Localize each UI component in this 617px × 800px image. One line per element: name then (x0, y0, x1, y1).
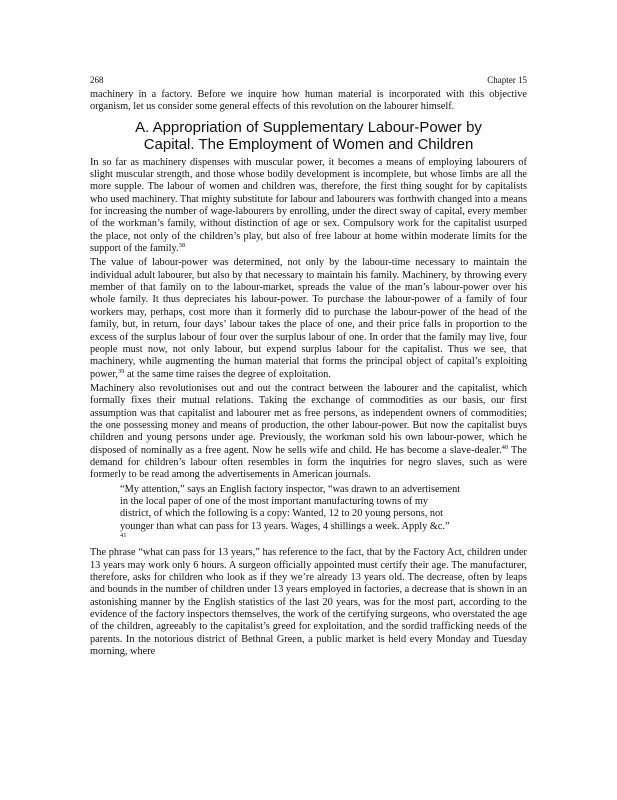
section-title-line-1: A. Appropriation of Supplementary Labour-Power by (135, 118, 482, 136)
chapter-label: Chapter 15 (487, 75, 527, 85)
paragraph-2-text-b: at the same time raises the degree of exploitation. (124, 368, 331, 380)
paragraph-1 (90, 157, 527, 256)
footnote-ref-39[interactable]: 39 (117, 367, 125, 375)
intro-paragraph: machinery in a factory. Before we inquire how human material is incorporated with this objective organism, let us consider some general effects of this revolution on the labourer himself. (90, 89, 527, 113)
footnote-ref-40[interactable]: 40 (501, 443, 509, 451)
section-title-line-2: Capital. The Employment of Women and Children (143, 135, 474, 153)
block-quote (120, 484, 527, 546)
quote-line-4 (120, 521, 527, 546)
paragraph-1-text: In so far as machinery dispenses with muscular power, it becomes a means of employing labourers of slight muscular strength, and those whose bodily development is incomplete, but whose limbs are all the more supple. The labour of women and children was, therefore, the first thing sought for by capitalists who used machinery. That mighty substitute for labour and labourers was forthwith changed into a means for increasing the number of wage-labourers by enrolling, under the direct sway of capital, every member of the workman’s family, without distinction of age or sex. Compulsory work for the capitalist usurped the place, not only of the children’s play, but also of free labour at home within moderate limits for the support of the family. (90, 156, 527, 255)
paragraph-4: The phrase “what can pass for 13 years,” has reference to the fact, that by the Factory Act, children under 13 years may work only 6 hours. A surgeon officially appointed must certify their age. The manufacturer, therefore, asks for children who look as if they we’re already 13 years old. The decrease, often by leaps and bounds in the number of children under 13 years employed in factories, a decrease that is shown in an astonishing manner by the English statistics of the last 20 years, was for the most part, according to the evidence of the factory inspectors themselves, the work of the certifying surgeons, who overstated the age of the children, agreeably to the capitalist’s greed for exploitation, and the sordid trafficking needs of the parents. In the notorious district of Bethnal Green, a public market is held every Monday and Tuesday morning, where (90, 547, 527, 658)
paragraph-3-text-a: Machinery also revolutionises out and out the contract between the labourer and the capitalist, which formally fixes their mutual relations. Taking the exchange of commodities as our basis, our first assumption was that capitalist and labourer met as free persons, as independent owners of commodities; the one possessing money and means of production, the other labour-power. But now the capitalist buys children and young persons under age. Previously, the workman sold his own labour-power, which he disposed of nominally as a free agent. Now he sells wife and child. He has become a slave-dealer. (90, 382, 527, 456)
quote-line-4-text: younger than what can pass for 13 years. Wages, 4 shillings a week. Apply &c.” (120, 520, 450, 532)
footnote-ref-38[interactable]: 38 (178, 242, 186, 250)
section-title (90, 119, 527, 153)
paragraph-3 (90, 383, 527, 482)
paragraph-3-text-b: The demand for children’s labour often resembles in form the inquiries for negro slaves, such as were formerly to be read among the advertisements in American journals. (90, 444, 527, 481)
running-head (90, 75, 527, 86)
quote-line-2: in the local paper of one of the most important manufacturing towns of my (120, 495, 428, 507)
paragraph-2 (90, 257, 527, 380)
footnote-ref-41[interactable]: 41 (120, 532, 127, 539)
body-text (90, 89, 527, 660)
quote-line-3: district, of which the following is a copy: Wanted, 12 to 20 young persons, not (120, 508, 444, 520)
page-number: 268 (90, 75, 104, 85)
quote-line-1: “My attention,” says an English factory inspector, “was drawn to an advertisement (120, 483, 461, 495)
paragraph-2-text-a: The value of labour-power was determined, not only by the labour-time necessary to maintain the individual adult labourer, but also by that necessary to maintain his family. Machinery, by throwing every member of that family on to the labour-market, spreads the value of the man’s labour-power over his whole family. It thus depreciates his labour-power. To purchase the labour-power of a family of four workers may, perhaps, cost more than it formerly did to purchase the labour-power of the head of the family, but, in return, four days’ labour takes the place of one, and their price falls in proportion to the excess of the surplus labour of four over the surplus labour of one. In order that the family may live, four people must now, not only labour, but expend surplus labour for the capitalist. Thus we see, that machinery, while augmenting the human material that forms the principal object of capital’s exploiting power, (90, 257, 527, 380)
